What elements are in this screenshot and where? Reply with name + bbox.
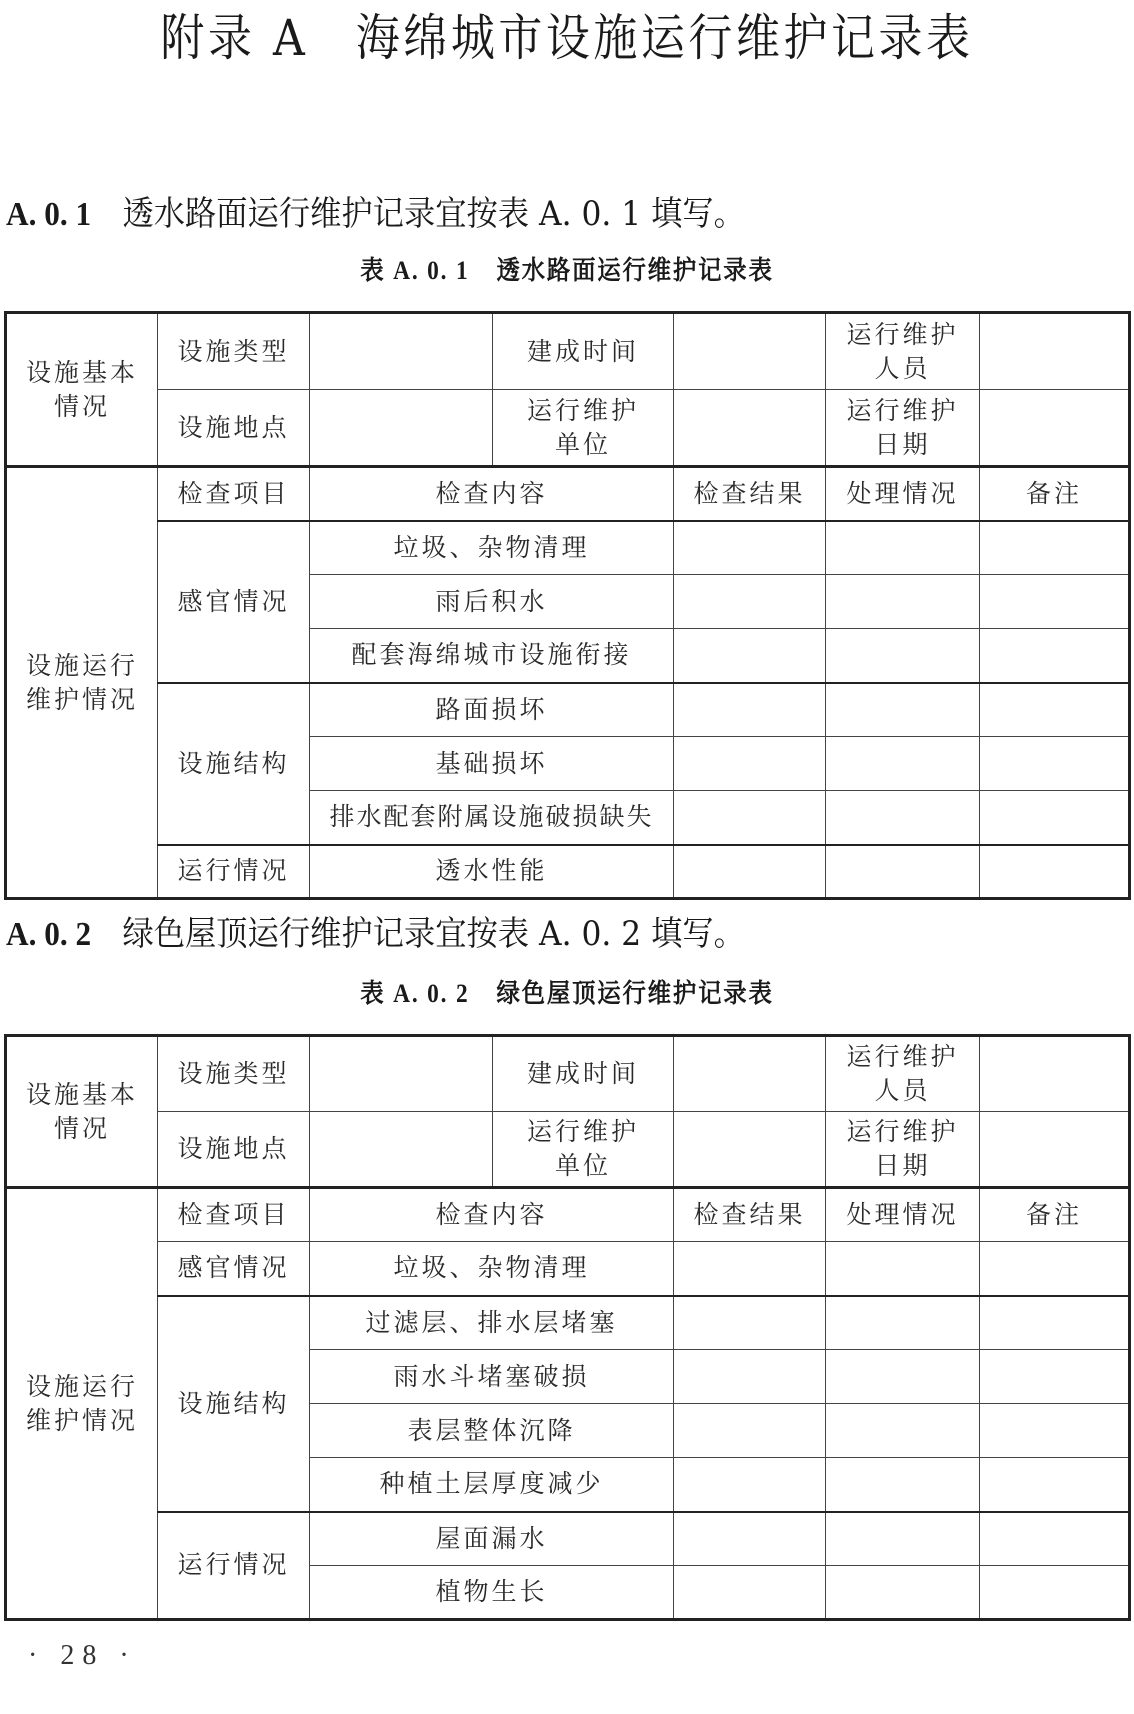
clause-text: 绿色屋顶运行维护记录宜按表 A. 0. 2 填写。	[122, 914, 745, 954]
handling-cell[interactable]	[826, 845, 980, 899]
inspection-content: 屋面漏水	[310, 1512, 674, 1566]
category-sensory: 感官情况	[158, 521, 310, 683]
om-date-label: 运行维护日期	[826, 1112, 980, 1188]
caption-title: 透水路面运行维护记录表	[496, 256, 774, 286]
om-date-field[interactable]	[980, 1112, 1130, 1188]
remarks-cell[interactable]	[980, 1350, 1130, 1404]
facility-type-field[interactable]	[310, 1036, 493, 1112]
page-number: · 28 ·	[28, 1640, 137, 1671]
om-unit-field[interactable]	[674, 1112, 826, 1188]
header-handling: 处理情况	[826, 467, 980, 521]
handling-cell[interactable]	[826, 1242, 980, 1296]
header-inspection-result: 检查结果	[674, 467, 826, 521]
table-row	[6, 683, 1130, 737]
om-unit-field[interactable]	[674, 390, 826, 467]
facility-type-field[interactable]	[310, 313, 493, 390]
facility-location-label: 设施地点	[158, 1112, 310, 1188]
result-cell[interactable]	[674, 683, 826, 737]
page-title: 附录 A 海绵城市设施运行维护记录表	[160, 9, 974, 67]
basic-info-group-label: 设施基本情况	[6, 1036, 158, 1188]
inspection-content: 垃圾、杂物清理	[310, 1242, 674, 1296]
basic-row-1	[6, 1036, 1130, 1112]
category-operation: 运行情况	[158, 1512, 310, 1620]
remarks-cell[interactable]	[980, 845, 1130, 899]
clause-number: A. 0. 1	[6, 196, 92, 233]
inspection-content: 植物生长	[310, 1566, 674, 1620]
inspection-content: 垃圾、杂物清理	[310, 521, 674, 575]
inspection-content: 基础损坏	[310, 737, 674, 791]
remarks-cell[interactable]	[980, 575, 1130, 629]
remarks-cell[interactable]	[980, 1296, 1130, 1350]
handling-cell[interactable]	[826, 521, 980, 575]
build-time-field[interactable]	[674, 1036, 826, 1112]
table-row	[6, 845, 1130, 899]
table-row	[6, 1242, 1130, 1296]
category-structure: 设施结构	[158, 683, 310, 845]
category-operation: 运行情况	[158, 845, 310, 899]
build-time-label: 建成时间	[493, 313, 674, 390]
header-inspection-result: 检查结果	[674, 1188, 826, 1242]
inspection-content: 过滤层、排水层堵塞	[310, 1296, 674, 1350]
caption-number: 表 A. 0. 1	[360, 256, 470, 285]
om-staff-field[interactable]	[980, 1036, 1130, 1112]
inspection-content: 配套海绵城市设施衔接	[310, 629, 674, 683]
result-cell[interactable]	[674, 575, 826, 629]
header-inspection-item: 检查项目	[158, 1188, 310, 1242]
inspection-header-row	[6, 467, 1130, 521]
header-inspection-content: 检查内容	[310, 467, 674, 521]
build-time-field[interactable]	[674, 313, 826, 390]
facility-type-label: 设施类型	[158, 313, 310, 390]
clause-a-0-2	[6, 912, 745, 957]
facility-location-label: 设施地点	[158, 390, 310, 467]
basic-row-2	[6, 390, 1130, 467]
inspection-content: 雨后积水	[310, 575, 674, 629]
facility-location-field[interactable]	[310, 390, 493, 467]
om-unit-label: 运行维护单位	[493, 390, 674, 467]
green-roof-record-table	[4, 1034, 1131, 1621]
handling-cell[interactable]	[826, 1350, 980, 1404]
header-remarks: 备注	[980, 1188, 1130, 1242]
header-handling: 处理情况	[826, 1188, 980, 1242]
header-inspection-content: 检查内容	[310, 1188, 674, 1242]
remarks-cell[interactable]	[980, 737, 1130, 791]
remarks-cell[interactable]	[980, 1566, 1130, 1620]
result-cell[interactable]	[674, 1242, 826, 1296]
table-row	[6, 1512, 1130, 1566]
inspection-content: 透水性能	[310, 845, 674, 899]
inspection-content: 路面损坏	[310, 683, 674, 737]
clause-number: A. 0. 2	[6, 916, 92, 953]
inspection-content: 雨水斗堵塞破损	[310, 1350, 674, 1404]
result-cell[interactable]	[674, 1404, 826, 1458]
remarks-cell[interactable]	[980, 629, 1130, 683]
build-time-label: 建成时间	[493, 1036, 674, 1112]
remarks-cell[interactable]	[980, 1512, 1130, 1566]
om-status-group-label: 设施运行维护情况	[6, 467, 158, 899]
handling-cell[interactable]	[826, 1296, 980, 1350]
om-date-label: 运行维护日期	[826, 390, 980, 467]
remarks-cell[interactable]	[980, 1404, 1130, 1458]
result-cell[interactable]	[674, 521, 826, 575]
clause-a-0-1	[6, 192, 745, 237]
basic-info-group-label: 设施基本情况	[6, 313, 158, 467]
caption-title: 绿色屋顶运行维护记录表	[496, 979, 774, 1009]
handling-cell[interactable]	[826, 1566, 980, 1620]
category-sensory: 感官情况	[158, 1242, 310, 1296]
facility-type-label: 设施类型	[158, 1036, 310, 1112]
basic-row-2	[6, 1112, 1130, 1188]
category-structure: 设施结构	[158, 1296, 310, 1512]
inspection-header-row	[6, 1188, 1130, 1242]
result-cell[interactable]	[674, 629, 826, 683]
table-row	[6, 521, 1130, 575]
handling-cell[interactable]	[826, 629, 980, 683]
table-row	[6, 1296, 1130, 1350]
inspection-content: 种植土层厚度减少	[310, 1458, 674, 1512]
remarks-cell[interactable]	[980, 683, 1130, 737]
handling-cell[interactable]	[826, 1458, 980, 1512]
inspection-content: 表层整体沉降	[310, 1404, 674, 1458]
remarks-cell[interactable]	[980, 1242, 1130, 1296]
remarks-cell[interactable]	[980, 791, 1130, 845]
table-caption-a-0-2	[57, 977, 1078, 1011]
handling-cell[interactable]	[826, 683, 980, 737]
handling-cell[interactable]	[826, 1512, 980, 1566]
clause-text: 透水路面运行维护记录宜按表 A. 0. 1 填写。	[122, 194, 745, 234]
remarks-cell[interactable]	[980, 521, 1130, 575]
result-cell[interactable]	[674, 791, 826, 845]
om-unit-label: 运行维护单位	[493, 1112, 674, 1188]
result-cell[interactable]	[674, 1566, 826, 1620]
facility-location-field[interactable]	[310, 1112, 493, 1188]
result-cell[interactable]	[674, 1458, 826, 1512]
remarks-cell[interactable]	[980, 1458, 1130, 1512]
handling-cell[interactable]	[826, 1404, 980, 1458]
header-inspection-item: 检查项目	[158, 467, 310, 521]
om-status-group-label: 设施运行维护情况	[6, 1188, 158, 1620]
om-staff-label: 运行维护人员	[826, 1036, 980, 1112]
om-date-field[interactable]	[980, 390, 1130, 467]
handling-cell[interactable]	[826, 575, 980, 629]
result-cell[interactable]	[674, 845, 826, 899]
caption-number: 表 A. 0. 2	[360, 979, 470, 1008]
result-cell[interactable]	[674, 1512, 826, 1566]
result-cell[interactable]	[674, 1296, 826, 1350]
handling-cell[interactable]	[826, 791, 980, 845]
result-cell[interactable]	[674, 1350, 826, 1404]
result-cell[interactable]	[674, 737, 826, 791]
basic-row-1	[6, 313, 1130, 390]
header-remarks: 备注	[980, 467, 1130, 521]
inspection-content: 排水配套附属设施破损缺失	[310, 791, 674, 845]
handling-cell[interactable]	[826, 737, 980, 791]
table-caption-a-0-1	[57, 254, 1078, 288]
permeable-pavement-record-table	[4, 311, 1131, 900]
om-staff-label: 运行维护人员	[826, 313, 980, 390]
om-staff-field[interactable]	[980, 313, 1130, 390]
